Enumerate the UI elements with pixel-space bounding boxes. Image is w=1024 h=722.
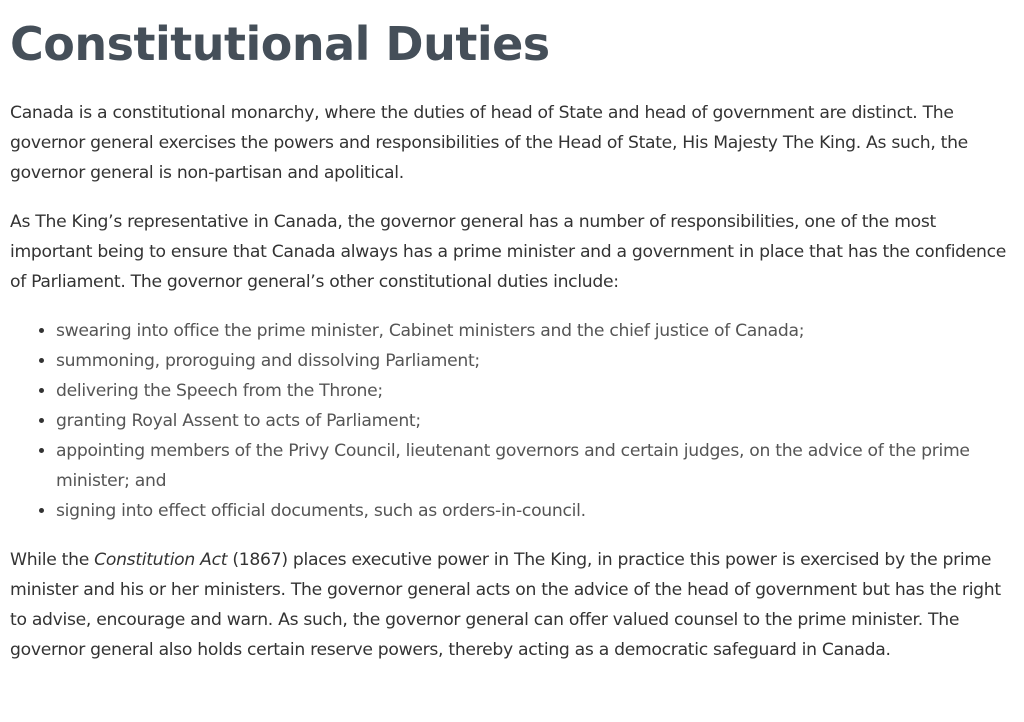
closing-text-start: While the (10, 550, 95, 570)
list-item: • granting Royal Assent to acts of Parliament; (56, 406, 1014, 436)
intro-paragraph: Canada is a constitutional monarchy, where the duties of head of State and head of government are distinct. The governor general exercises the powers and responsibilities of the Head of State, His Majesty The King. As such, the governor general is non-partisan and apolitical. (10, 103, 968, 183)
closing-text-end: (1867) places executive power in The King, in practice this power is exercised by the prime minister and his or her ministers. The governor general acts on the advice of the head of government but has the right to advise, encourage and warn. As such, the governor general can offer valued counsel to the prime minister. The governor general also holds certain reserve powers, thereby acting as a democratic safeguard in Canada. (10, 550, 1001, 660)
list-item: • delivering the Speech from the Throne; (56, 376, 1014, 406)
responsibilities-paragraph: As The King’s representative in Canada, the governor general has a number of responsibilities, one of the most important being to ensure that Canada always has a prime minister and a government in place that has the confidence of Parliament. The governor general’s other constitutional duties include: (10, 212, 1007, 292)
list-item: • swearing into office the prime minister, Cabinet ministers and the chief justice of Canada; (56, 316, 1014, 346)
constitution-act-title: Constitution Act (94, 550, 228, 570)
list-item: • summoning, proroguing and dissolving Parliament; (56, 346, 1014, 376)
list-item: • signing into effect official documents, such as orders-in-council. (56, 496, 1014, 526)
duties-list (10, 316, 1014, 526)
closing-paragraph (10, 545, 1014, 665)
list-item: • appointing members of the Privy Council, lieutenant governors and certain judges, on the advice of the prime minister; and (56, 436, 1014, 496)
page-title: Constitutional Duties (10, 17, 550, 71)
